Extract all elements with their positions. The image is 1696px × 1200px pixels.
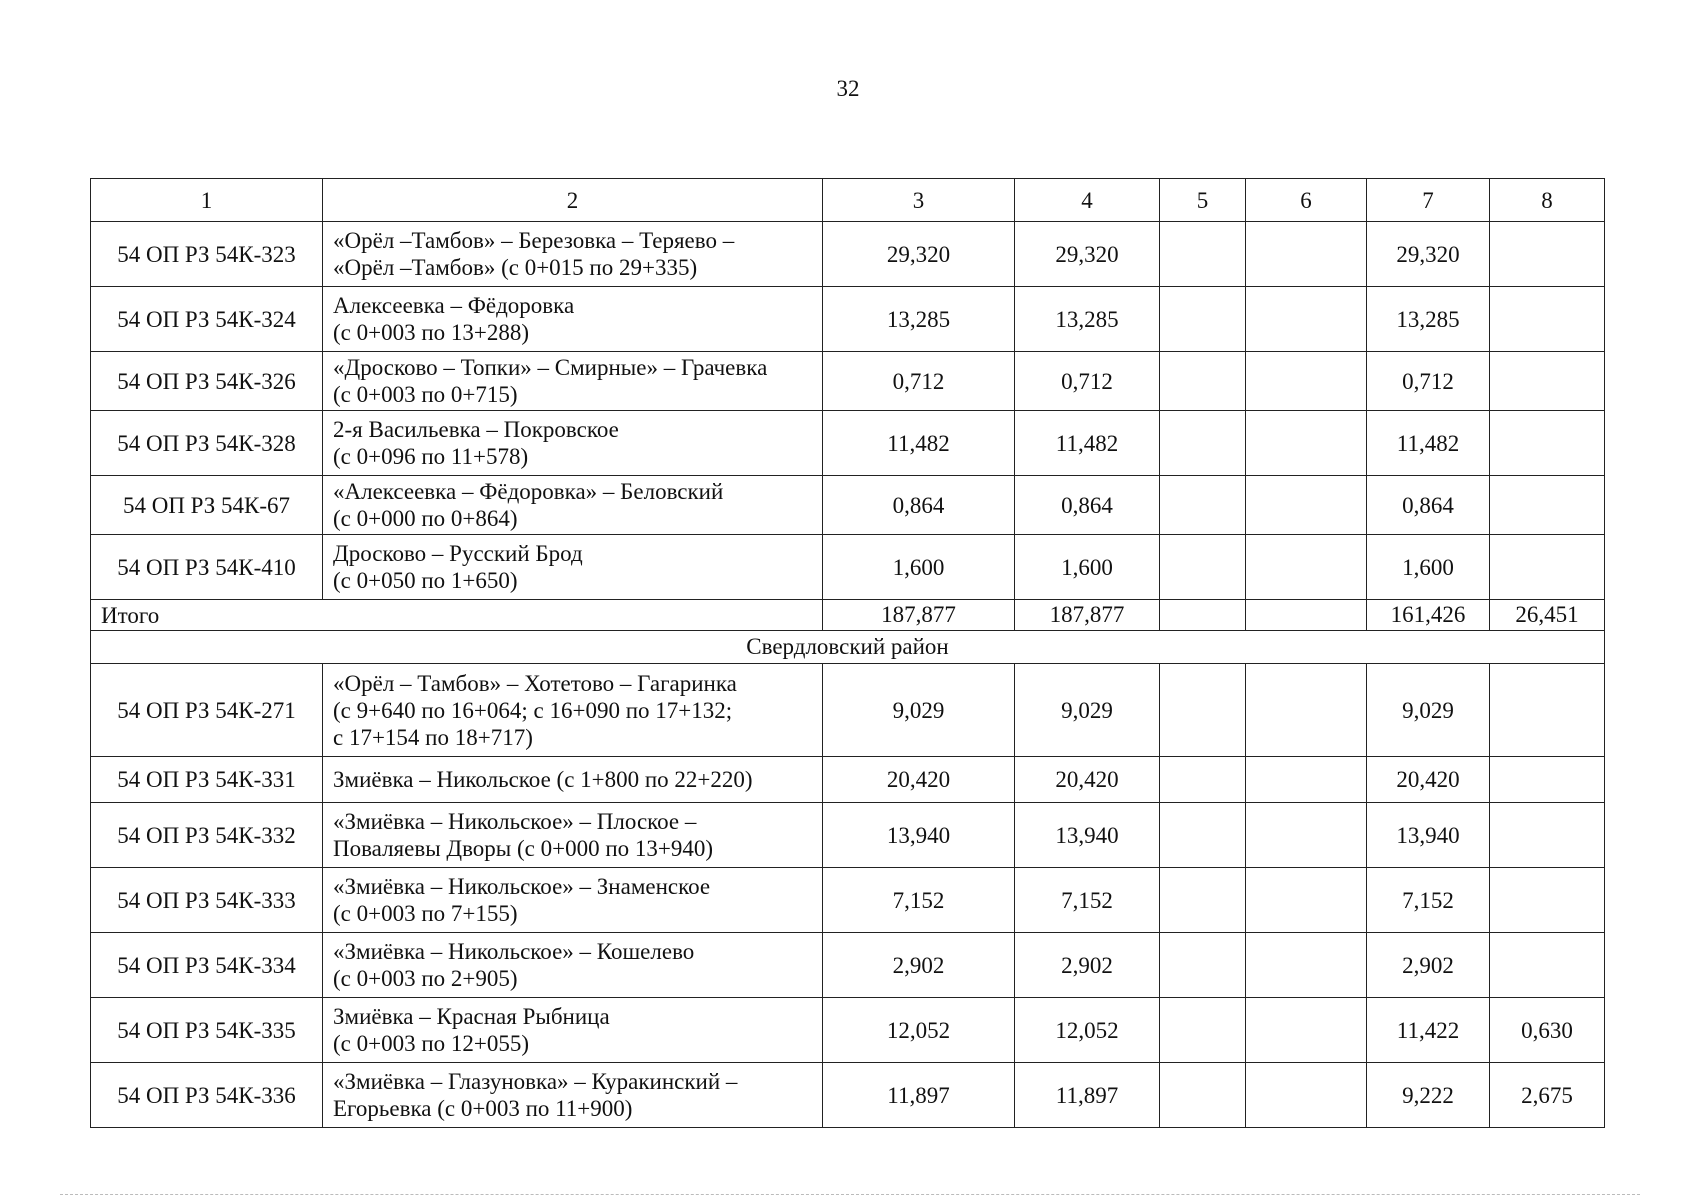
length-total: 13,940: [823, 803, 1015, 868]
table-row: [91, 476, 1605, 535]
table-row: [91, 411, 1605, 476]
table-row: [91, 664, 1605, 757]
section-title: Свердловский район: [91, 631, 1605, 664]
length-col7: 29,320: [1367, 222, 1490, 287]
table-row: [91, 998, 1605, 1063]
road-name: «Змиёвка – Никольское» – Знаменское (с 0+003 по 7+155): [323, 868, 823, 933]
length-col4: 20,420: [1015, 757, 1160, 803]
length-col6: [1246, 933, 1367, 998]
road-code: 54 ОП РЗ 54К-335: [91, 998, 323, 1063]
length-col5: [1160, 1063, 1246, 1128]
length-col8: [1490, 222, 1605, 287]
header-cell: 2: [323, 179, 823, 222]
table-row: [91, 535, 1605, 600]
length-col7: 2,902: [1367, 933, 1490, 998]
length-col4: 11,897: [1015, 1063, 1160, 1128]
section-row: [91, 631, 1605, 664]
total-col8: 26,451: [1490, 600, 1605, 631]
length-col4: 7,152: [1015, 868, 1160, 933]
header-cell: 8: [1490, 179, 1605, 222]
length-total: 1,600: [823, 535, 1015, 600]
header-cell: 6: [1246, 179, 1367, 222]
length-col4: 29,320: [1015, 222, 1160, 287]
total-col4: 187,877: [1015, 600, 1160, 631]
length-col6: [1246, 803, 1367, 868]
table-row: [91, 868, 1605, 933]
road-name: «Алексеевка – Фёдоровка» – Беловский (с 0+000 по 0+864): [323, 476, 823, 535]
length-col8: [1490, 803, 1605, 868]
length-col7: 1,600: [1367, 535, 1490, 600]
road-name: «Змиёвка – Никольское» – Плоское – Поваляевы Дворы (с 0+000 по 13+940): [323, 803, 823, 868]
length-col5: [1160, 287, 1246, 352]
length-col6: [1246, 535, 1367, 600]
road-name: Змиёвка – Никольское (с 1+800 по 22+220): [323, 757, 823, 803]
length-total: 7,152: [823, 868, 1015, 933]
length-col7: 20,420: [1367, 757, 1490, 803]
length-col7: 13,285: [1367, 287, 1490, 352]
length-col6: [1246, 411, 1367, 476]
length-col6: [1246, 1063, 1367, 1128]
road-code: 54 ОП РЗ 54К-67: [91, 476, 323, 535]
length-col8: 0,630: [1490, 998, 1605, 1063]
length-col8: 2,675: [1490, 1063, 1605, 1128]
length-col4: 13,940: [1015, 803, 1160, 868]
road-code: 54 ОП РЗ 54К-323: [91, 222, 323, 287]
header-cell: 7: [1367, 179, 1490, 222]
length-col8: [1490, 868, 1605, 933]
length-col6: [1246, 664, 1367, 757]
length-col5: [1160, 664, 1246, 757]
length-col4: 1,600: [1015, 535, 1160, 600]
road-name: «Змиёвка – Глазуновка» – Куракинский – Егорьевка (с 0+003 по 11+900): [323, 1063, 823, 1128]
table-row: [91, 803, 1605, 868]
total-col7: 161,426: [1367, 600, 1490, 631]
length-col5: [1160, 411, 1246, 476]
total-col5: [1160, 600, 1246, 631]
header-cell: 1: [91, 179, 323, 222]
total-col6: [1246, 600, 1367, 631]
length-total: 20,420: [823, 757, 1015, 803]
road-table: [90, 178, 1605, 1128]
length-col5: [1160, 803, 1246, 868]
length-col8: [1490, 411, 1605, 476]
road-code: 54 ОП РЗ 54К-326: [91, 352, 323, 411]
length-col6: [1246, 757, 1367, 803]
length-col4: 0,712: [1015, 352, 1160, 411]
length-col7: 13,940: [1367, 803, 1490, 868]
length-col6: [1246, 476, 1367, 535]
road-name: Дросково – Русский Брод (с 0+050 по 1+650): [323, 535, 823, 600]
road-name: «Орёл –Тамбов» – Березовка – Теряево – «Орёл –Тамбов» (с 0+015 по 29+335): [323, 222, 823, 287]
length-col4: 11,482: [1015, 411, 1160, 476]
length-col8: [1490, 933, 1605, 998]
length-total: 29,320: [823, 222, 1015, 287]
length-col8: [1490, 757, 1605, 803]
length-col5: [1160, 352, 1246, 411]
header-cell: 5: [1160, 179, 1246, 222]
length-col7: 7,152: [1367, 868, 1490, 933]
road-code: 54 ОП РЗ 54К-410: [91, 535, 323, 600]
length-col4: 0,864: [1015, 476, 1160, 535]
header-row: [91, 179, 1605, 222]
road-name: «Орёл – Тамбов» – Хотетово – Гагаринка (с 9+640 по 16+064; с 16+090 по 17+132; с 17+154 по 18+717): [323, 664, 823, 757]
road-code: 54 ОП РЗ 54К-331: [91, 757, 323, 803]
length-col7: 9,029: [1367, 664, 1490, 757]
road-code: 54 ОП РЗ 54К-332: [91, 803, 323, 868]
table-row: [91, 287, 1605, 352]
length-total: 2,902: [823, 933, 1015, 998]
length-col7: 11,482: [1367, 411, 1490, 476]
header-cell: 4: [1015, 179, 1160, 222]
length-col6: [1246, 998, 1367, 1063]
length-col5: [1160, 757, 1246, 803]
length-col8: [1490, 476, 1605, 535]
road-code: 54 ОП РЗ 54К-333: [91, 868, 323, 933]
length-col4: 13,285: [1015, 287, 1160, 352]
length-total: 12,052: [823, 998, 1015, 1063]
length-col5: [1160, 998, 1246, 1063]
total-col3: 187,877: [823, 600, 1015, 631]
length-col8: [1490, 287, 1605, 352]
length-col8: [1490, 664, 1605, 757]
road-name: 2-я Васильевка – Покровское (с 0+096 по 11+578): [323, 411, 823, 476]
length-col5: [1160, 222, 1246, 287]
page-number: 32: [836, 76, 860, 101]
road-code: 54 ОП РЗ 54К-334: [91, 933, 323, 998]
length-total: 11,482: [823, 411, 1015, 476]
length-col6: [1246, 868, 1367, 933]
road-name: Змиёвка – Красная Рыбница (с 0+003 по 12+055): [323, 998, 823, 1063]
length-col6: [1246, 352, 1367, 411]
table-row: [91, 933, 1605, 998]
length-col4: 2,902: [1015, 933, 1160, 998]
length-col4: 9,029: [1015, 664, 1160, 757]
length-total: 0,864: [823, 476, 1015, 535]
length-total: 0,712: [823, 352, 1015, 411]
footer-rule: [60, 1194, 1640, 1195]
table-row: [91, 352, 1605, 411]
length-col6: [1246, 222, 1367, 287]
length-col8: [1490, 535, 1605, 600]
length-col7: 9,222: [1367, 1063, 1490, 1128]
length-col7: 0,864: [1367, 476, 1490, 535]
length-col5: [1160, 476, 1246, 535]
road-name: «Дросково – Топки» – Смирные» – Грачевка (с 0+003 по 0+715): [323, 352, 823, 411]
length-col6: [1246, 287, 1367, 352]
length-col7: 0,712: [1367, 352, 1490, 411]
road-code: 54 ОП РЗ 54К-336: [91, 1063, 323, 1128]
road-code: 54 ОП РЗ 54К-271: [91, 664, 323, 757]
table-row: [91, 1063, 1605, 1128]
length-total: 9,029: [823, 664, 1015, 757]
length-total: 11,897: [823, 1063, 1015, 1128]
length-col5: [1160, 535, 1246, 600]
header-cell: 3: [823, 179, 1015, 222]
table-row: [91, 222, 1605, 287]
length-total: 13,285: [823, 287, 1015, 352]
length-col5: [1160, 933, 1246, 998]
length-col5: [1160, 868, 1246, 933]
road-name: Алексеевка – Фёдоровка (с 0+003 по 13+288): [323, 287, 823, 352]
road-code: 54 ОП РЗ 54К-324: [91, 287, 323, 352]
length-col4: 12,052: [1015, 998, 1160, 1063]
road-code: 54 ОП РЗ 54К-328: [91, 411, 323, 476]
length-col7: 11,422: [1367, 998, 1490, 1063]
total-row: [91, 600, 1605, 631]
table-row: [91, 757, 1605, 803]
total-label: Итого: [91, 600, 823, 631]
road-name: «Змиёвка – Никольское» – Кошелево (с 0+003 по 2+905): [323, 933, 823, 998]
length-col8: [1490, 352, 1605, 411]
